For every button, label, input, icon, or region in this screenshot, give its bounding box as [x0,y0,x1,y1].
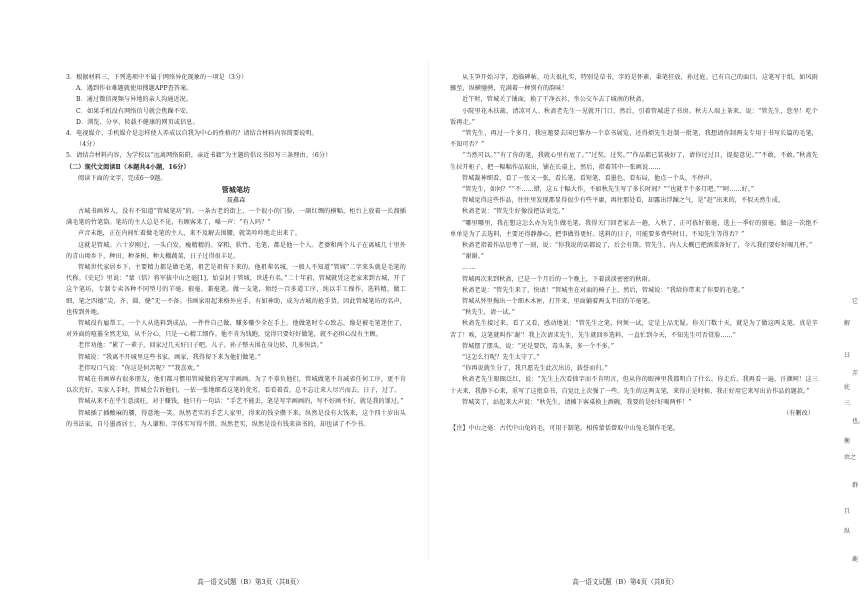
edge-fragment: 衡 [844,438,851,445]
right-paragraph: “管先生，如何？”“不……错，这五十幅大作，不如秋先生写了多长时间？”“也就半个多月吧。”“呵……好。” [462,186,755,194]
right-paragraph: 管城凝神细看，看了一张又一张，看长笔、看短笔、看墨色、看布局，他点一个头，不停声。 [462,174,716,182]
reading-instruction: 阅读下面的文字，完成6～9题。 [78,174,167,182]
right-paragraph: 近午时，管城关了铺面，换了干净衣衫，坐公交车去了城南的秋斋。 [462,96,648,104]
left-paragraph: 管城没有雇帮工，一个人从选料到成品，一件件自己做，赚多赚少全在手上。他做笔时专心致志，像是被毛笔迷住了，对外面的喧嚣全然无知，从不分心，只是一心精工细作。他不肯为钱跑，觉得只要好好做笔，就不必担心没有主顾。 [66,320,406,339]
right-paragraph: 秋斋先生接过来，看了又看，感动地说：“管先生之笔，何须一试，定是上品无疑。你关门数十天，就是为了做这两支笔，真是辛苦了！唉，这笔就叫作‘谢’！我上次请求先生，先生就回乡选料，一直忙到今天，不知先生可否赏脸……” [450,320,818,339]
left-paragraph: 这就是管城。六十岁刚过，一头白发，瘦精精的。穿粗、软竹、毛笔，都是他一个人。老婆和两个儿子在离城几十里外的青山坳乡下，种田、种茶树、种大棚蔬菜，日子过得很丰足。 [66,241,406,260]
edge-fragment: 纵 [844,528,851,535]
question-3-option-a: A．遇到作业难题就使用搜题APP查答案。 [76,85,193,93]
right-paragraph: “你再说就生分了，我只愿先生此次出访，载誉而归。” [462,365,608,373]
article-body-part-1 [66,206,406,430]
question-4-points: （4分） [76,141,99,149]
exam-page-3 [0,0,430,609]
edge-fragment: 也。 [852,418,864,425]
edge-fragment: 群 [852,482,859,489]
page-4-footer: 高一语文试题（B）第4页（共8页） [572,578,678,586]
page-3-content [66,72,406,430]
adjacent-page-edge [842,0,864,609]
article-footnote: 【注】中山之毫：古代中山兔的毛，可用于制笔。相传蒙恬曾取中山兔毛制作毛笔。 [450,425,680,433]
edge-fragment: 庇 [844,384,851,391]
right-paragraph: 从玉笋开始习字，追临碑帖，功夫很扎实，特别是草书，字的是怀素，秉笔狂放，孙过庭。已有自己的面目，这笔写于纸，如风雨骤至，纵横驰骋，充满着一种别有的韵味！ [450,74,818,93]
edge-fragment: 三 [844,400,851,407]
question-3-option-c: C．如果手机没有网络信号就会焦躁不安。 [76,107,193,115]
article-author: 聂鑫森 [226,197,246,205]
right-paragraph: “秋先生，请一试。” [462,309,515,317]
edge-fragment: 解 [844,320,851,327]
question-4-stem: 4．电视媒介、手机媒介是怎样使人养成以自我为中心的性格的？请结合材料内容简要说明。 [66,130,318,138]
right-paragraph: 管城再次来到秋斋，已是一个月后的一个晚上，下着淡淡密密的秋雨。 [462,275,655,283]
left-paragraph: 管城说：“我离不开城里这些书家、画家，我得留下来为他们做笔。” [78,353,261,361]
right-paragraph: “谢谢。” [462,253,484,261]
right-paragraph: “管先生，再过一个多月，我应邀要去国巴黎办一个草书展览，还得烦先生赶制一批笔，我想请你制两支专用于书写长篇的毛笔，不知可否？” [450,130,818,149]
right-paragraph: 秋斋老先生眼圈泛红，说：“先生上次看拙字而不肯明言，但从你的眼神里我都明白了什么。你走后，我再看一遍，汗颜呵！这三十天来，我静下心来，重写了这批草书，自觉比上次强了一些。先生的这两支笔，来得正是时候，我正好用它来写出访作品的题款。” [450,376,818,395]
left-paragraph: 管城世代家居乡下，主要精力都是做毛笔，祖艺是祖传下来的。他祖辈名城，一般人不知道“管城”二字来头就是毛笔的代称。《史记》里说：“蒙（恬）将军拔中山之毫[1]，始皇封于管城，世进有名。”二十年前，管城就凭这老家来到古城，开了这个笔坊，专制专卖各种不同型号的羊毫、狼毫、兼毫笔。做一支笔，须经一百多道工序，纯以手工操作，选料精，做工细，笔之四德“尖、齐、圆、健”无一不备。书画家用起来格外应手，有如神助，成为古城的抢手货。因此管城笔坊的名声，也传到外地。 [66,264,406,316]
edge-fragment: 它 [852,298,859,305]
left-paragraph: 管城插了插酸麻的腰，得意地一笑。纵然老实的手艺人家里，得来的钱全攒下来，纵然是没有大钱来，这个四十岁出头的书法家，自号墨斋居士，为人谦和，字体实写得不错。纵然老实，纵然是没有钱来读书的，却也读了不少书。 [66,409,406,428]
page-fold-divider [428,60,429,560]
page-3-footer: 高一语文试题（B）第3页（共8页） [197,578,303,586]
left-paragraph: 管城在书画界有很多朋友，他们都习惯用管城做的笔写字画画。为了不辜负他们，管城做笔不肯减省任何工序，更不肯以次充好。买家入手时，管城会告诉他们，一依一张地细看这笔的优劣，看看着看，总不忘让来人尽兴而去。日子，过了。 [66,376,406,395]
article-title: 管城笔坊 [221,185,251,195]
right-paragraph: 管城觉得这些作品，往往里发现都显得很少有些平庸，再往那处看，却露出浮躁之气，是“赶”出来的，不似天然生成。 [462,197,785,205]
question-3-option-b: B．通过微信视频与异地的亲人沟通近况。 [76,96,193,104]
right-paragraph: “哪里哪里，我在想这怎么办为先生做毛笔。我得关门回老家去一趟，入秋了，正可拣好狼毫，选上一季好的狼毫。做这一次绝不单单是为了去选料，主要还得静静心，把事做得更好。选料的日子，可能要多费些时日，不知先生等得否？” [450,219,818,238]
article-attribution: （有删改） [783,410,814,418]
left-paragraph: 老伴劝他：“累了一辈子，回家过几天好日子吧。儿子、孙子整天围在身边转，几多快活。” [78,342,323,350]
exam-page-4 [430,0,842,609]
left-paragraph: 老伴叹口气说：“你这是何苦呢？”“我喜欢。” [78,364,200,372]
edge-fragment: 曰 [844,352,851,359]
right-paragraph: 秋斋老指着作品思考了一刻，说：“你我说的话都说了，后会有期。管先生，内人大概已把酒菜备好了，今儿我们要好好喝几杯。” [462,242,813,250]
left-paragraph: 古城书画界人，没有不知道“管城笔坊”的。一条古老的街上，一个很小的门脸，一副红绸的横幅，柜台上放着一长溜插满毛笔的竹笔筒。笔坊的主人总是不见，有顾客来了，嗓一声：“有人吗？” [66,208,406,227]
right-paragraph: 管城从怀里掏出一个细木木匣，打开来，里面躺着两支半旧的羊毫笔。 [462,298,655,306]
edge-fragment: 鹿 [852,556,859,563]
right-paragraph: …… [462,264,477,272]
article-body-part-2 [450,72,818,408]
right-paragraph: 管城笑了，站起来大声说：“秋先生，请摊下客桌换上酒碗，我要的是好好喝两杯！” [462,398,692,406]
right-paragraph: “这怎么行呢？先生太守了。” [462,354,540,362]
right-paragraph: “当然可以。”“有了你的笔，我就心里有底了。”“过奖，过奖。”“作品都已装裱好了，请你过过目，提提意见。”“不敢，不敢。”秋斋先生拉开柜子，把一幅幅作品取出，铺在长桌上，然后，指着其中一张画说…… [450,152,818,171]
page-4-content [450,72,818,435]
left-paragraph: 管城从来不在乎生意淡旺，对于赚钱，他只有一句话：“手艺不能丢，笔是写字画画的，写不好画不好，就是我的罪过。” [78,398,404,406]
right-paragraph: 管城摆了摆头，说：“还是要饮，毒头茶，多一个不多。” [462,342,615,350]
edge-fragment: 由之 [844,454,857,461]
right-paragraph: 秋斋老说：“管先生来了，快请！”管城坐在对面的椅子上，然后，管城说：“我给你带来了你要的毛笔。” [462,286,745,294]
question-3-option-d: D．浏览、分享、转载不健康的网页或信息。 [76,118,199,126]
right-paragraph: 秋斋老说：“管先生好像没把话说完。” [462,208,565,216]
right-paragraph: 小院里花木扶疏，清凉可人。秋斋老先生一见就开门口，然后，引着管城进了书房。秋夫人端上茶来，说：“管先生，您坐！吃个饭再走。” [450,107,818,126]
edge-fragment: 且 [844,508,851,515]
question-5-stem: 5．请结合材料内容，为学校以“远离网络陷阱，亲近书籍”为主题的倡议书拟写三条理由。（6分） [66,152,332,160]
question-3-stem: 3．根据材料三，下列选项中不属于网络异化现象的一项是（3分） [66,74,248,81]
edge-fragment: 弄 [852,370,859,377]
left-paragraph: 声音未绝，正在内间忙着做毛笔的主人，来不及解去围腰，就笑吟吟地走出来了。 [78,230,301,238]
section-heading: （二）现代文阅读Ⅱ（本题共4小题，16分） [66,163,190,171]
